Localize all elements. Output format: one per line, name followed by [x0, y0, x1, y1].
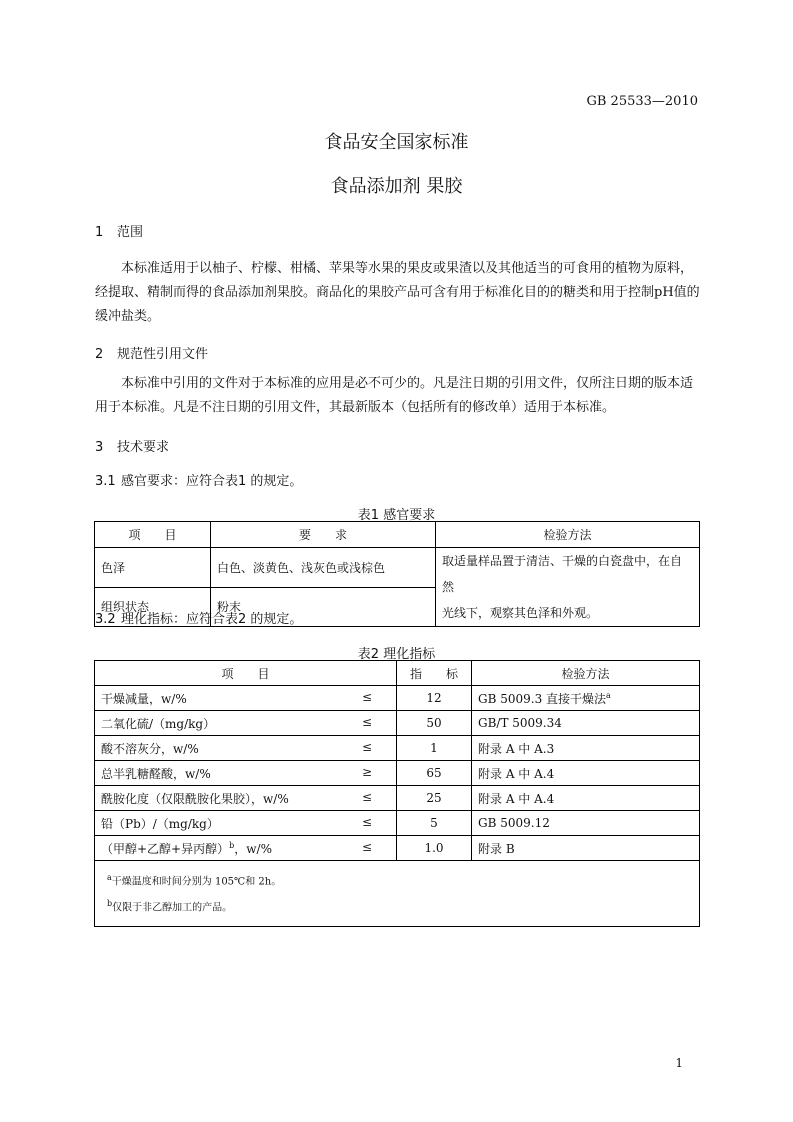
method-line: 取适量样品置于清洁、干燥的白瓷盘中，在自然 — [442, 554, 683, 594]
paragraph-references: 本标准中引用的文件对于本标准的应用是必不可少的。凡是注日期的引用文件，仅所注日期的版本适用于本标准。凡是不注日期的引用文件，其最新版本（包括所有的修改单）适用于本标准。 — [95, 376, 694, 415]
cell-requirement: 白色、淡黄色、浅灰色或浅棕色 — [211, 548, 436, 588]
footnote-marker: b — [229, 840, 235, 850]
col-header-index: 指 标 — [397, 661, 472, 686]
section-title: 规范性引用文件 — [117, 347, 209, 362]
document-title: 食品安全国家标准 — [324, 132, 469, 153]
col-header-method: 检验方法 — [472, 661, 700, 686]
footnote-text: 仅限于非乙醇加工的产品。 — [112, 902, 233, 914]
operator: ≤ — [361, 789, 372, 804]
cell-value: 50 — [397, 711, 472, 736]
table-header-row — [95, 522, 700, 548]
section-heading-references — [95, 343, 208, 362]
cell-item — [95, 761, 397, 786]
footnote-text: 干燥温度和时间分别为 105℃和 2h。 — [111, 876, 282, 888]
cell-method: 附录 A 中 A.4 — [472, 761, 700, 786]
table-row — [95, 711, 700, 736]
section-title: 感官要求：应符合表1 的规定。 — [121, 474, 303, 489]
table-notes-row — [95, 861, 700, 927]
standard-number: GB 25533—2010 — [586, 94, 698, 109]
section-number: 3.2 — [95, 612, 116, 627]
section-heading-technical — [95, 436, 169, 455]
cell-item — [95, 811, 397, 836]
table-notes — [95, 861, 700, 927]
section-number: 2 — [95, 347, 104, 362]
item-label: 铅（Pb）/（mg/kg） — [101, 816, 219, 831]
table2-caption: 表2 理化指标 — [357, 647, 436, 662]
cell-value: 5 — [397, 811, 472, 836]
table-row — [95, 811, 700, 836]
cell-method: 附录 B — [472, 836, 700, 861]
item-label: （甲醇+乙醇+异丙醇） — [101, 841, 230, 856]
section-title: 范围 — [117, 225, 144, 240]
subsection-heading-sensory — [95, 470, 302, 489]
table-row — [95, 786, 700, 811]
operator: ≤ — [361, 714, 372, 729]
operator: ≤ — [361, 689, 372, 704]
cell-method: 附录 A 中 A.4 — [472, 786, 700, 811]
footnote — [107, 867, 687, 893]
paragraph-scope: 本标准适用于以柚子、柠檬、柑橘、苹果等水果的果皮或果渣以及其他适当的可食用的植物为原料，经提取、精制而得的食品添加剂果胶。商品化的果胶产品可含有用于标准化目的的糖类和用于控制pH值的缓冲盐类。 — [95, 261, 700, 324]
table-row — [95, 686, 700, 711]
table-row — [95, 761, 700, 786]
cell-method: GB 5009.12 — [472, 811, 700, 836]
section-number: 3 — [95, 440, 104, 455]
footnote-marker: a — [606, 690, 611, 700]
section-number: 1 — [95, 225, 104, 240]
col-header-item: 项 目 — [95, 661, 397, 686]
col-header-method: 检验方法 — [436, 522, 700, 548]
method-line: 光线下，观察其色泽和外观。 — [442, 606, 599, 620]
table-row — [95, 548, 700, 588]
cell-method: GB/T 5009.34 — [472, 711, 700, 736]
operator: ≥ — [361, 764, 372, 779]
cell-item — [95, 736, 397, 761]
table-row — [95, 736, 700, 761]
table-row — [95, 836, 700, 861]
item-label: 酰胺化度（仅限酰胺化果胶），w/% — [101, 791, 289, 806]
item-label: 总半乳糖醛酸，w/% — [101, 766, 211, 781]
section-number: 3.1 — [95, 474, 116, 489]
col-header-item: 项 目 — [95, 522, 211, 548]
cell-value: 1.0 — [397, 836, 472, 861]
item-label: 酸不溶灰分，w/% — [101, 741, 199, 756]
cell-item: 色泽 — [95, 548, 211, 588]
subsection-heading-physicochemical — [95, 608, 302, 627]
cell-method — [436, 548, 700, 627]
page-number: 1 — [675, 1056, 683, 1070]
cell-value: 65 — [397, 761, 472, 786]
footnote-marker: b — [107, 899, 113, 909]
cell-item — [95, 711, 397, 736]
table1-caption: 表1 感官要求 — [357, 508, 436, 523]
section-title: 技术要求 — [117, 440, 170, 455]
cell-item — [95, 836, 397, 861]
document-subtitle: 食品添加剂 果胶 — [330, 176, 463, 197]
item-label: 二氧化硫/（mg/kg） — [101, 716, 216, 731]
cell-item — [95, 686, 397, 711]
cell-item: 组织状态 — [95, 587, 211, 627]
col-header-requirement: 要 求 — [211, 522, 436, 548]
section-heading-scope — [95, 221, 143, 240]
cell-requirement: 粉末 — [211, 587, 436, 627]
cell-method: 附录 A 中 A.3 — [472, 736, 700, 761]
item-label: 干燥减量，w/% — [101, 691, 187, 706]
footnote-marker: a — [107, 873, 112, 882]
cell-value: 1 — [397, 736, 472, 761]
cell-item — [95, 786, 397, 811]
item-suffix: ，w/% — [234, 841, 272, 856]
table-header-row — [95, 661, 700, 686]
cell-value: 25 — [397, 786, 472, 811]
operator: ≤ — [361, 814, 372, 829]
cell-value: 12 — [397, 686, 472, 711]
operator: ≤ — [361, 839, 372, 854]
cell-method — [472, 686, 700, 711]
operator: ≤ — [361, 739, 372, 754]
method-text: GB 5009.3 直接干燥法 — [478, 691, 607, 706]
section-title: 理化指标：应符合表2 的规定。 — [121, 612, 303, 627]
footnote — [107, 893, 687, 919]
table-physicochemical — [94, 660, 700, 927]
